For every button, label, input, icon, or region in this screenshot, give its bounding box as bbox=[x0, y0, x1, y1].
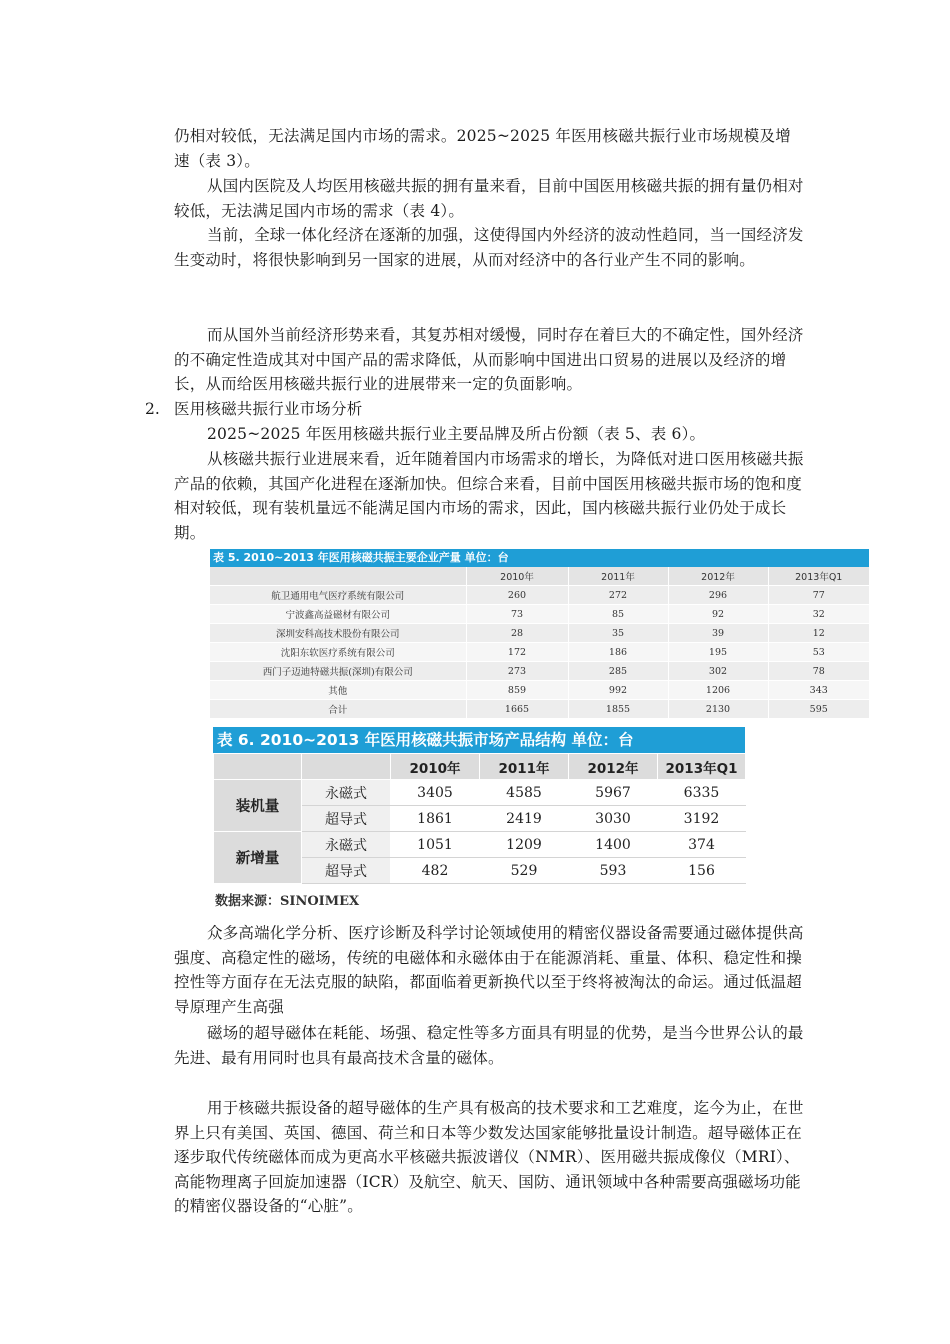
table-6-header-cell: 2011年 bbox=[480, 754, 569, 780]
table-row bbox=[210, 643, 869, 662]
table-row bbox=[214, 780, 746, 806]
table-5-title: 表 5. 2010~2013 年医用核磁共振主要企业产量 单位：台 bbox=[210, 549, 869, 567]
table-6-source: 数据来源：SINOIMEX bbox=[215, 894, 360, 909]
section-heading: 医用核磁共振行业市场分析 bbox=[174, 400, 363, 418]
table-cell: 343 bbox=[768, 681, 869, 700]
table-cell: 宁波鑫高益磁材有限公司 bbox=[210, 605, 466, 624]
table-cell: 32 bbox=[768, 605, 869, 624]
table-6-header-cell: 2013年Q1 bbox=[658, 754, 746, 780]
table-cell-type: 超导式 bbox=[302, 806, 391, 832]
table-6-header-cell: 2012年 bbox=[569, 754, 658, 780]
table-6-header-cell: 2010年 bbox=[391, 754, 480, 780]
table-cell: 3405 bbox=[391, 780, 480, 806]
table-group-label: 新增量 bbox=[214, 832, 302, 884]
table-cell: 1051 bbox=[391, 832, 480, 858]
table-cell: 西门子迈迪特磁共振(深圳)有限公司 bbox=[210, 662, 466, 681]
table-5-header-cell: 2012年 bbox=[668, 567, 768, 586]
table-cell: 195 bbox=[668, 643, 768, 662]
table-cell: 39 bbox=[668, 624, 768, 643]
table-5-grid bbox=[210, 567, 869, 719]
paragraph-precision-instruments: 众多高端化学分析、医疗诊断及科学讨论领域使用的精密仪器设备需要通过磁体提供高强度、高稳定性的磁场，传统的电磁体和永磁体由于在能源消耗、重量、体积、稳定性和操控性等方面存在无法克服的缺陷，都面临着更新换代以至于终将被淘汰的命运。通过低温超导原理产生高强 bbox=[174, 924, 804, 1016]
table-cell: 285 bbox=[568, 662, 668, 681]
paragraph-manufacturing: 用于核磁共振设备的超导磁体的生产具有极高的技术要求和工艺难度，迄今为止，在世界上只有美国、英国、德国、荷兰和日本等少数发达国家能够批量设计制造。超导磁体正在逐步取代传统磁体而成为更高水平核磁共振波谱仪（NMR）、医用磁共振成像仪（MRI）、高能物理离子回旋加速器（ICR）及航空、航天、国防、通讯领域中各种需要高强磁场功能的精密仪器设备的“心脏”。 bbox=[174, 1099, 804, 1215]
table-cell: 1855 bbox=[568, 700, 668, 719]
table-cell: 1209 bbox=[480, 832, 569, 858]
table-cell-type: 超导式 bbox=[302, 858, 391, 884]
table-row bbox=[210, 624, 869, 643]
table-cell: 53 bbox=[768, 643, 869, 662]
table-cell: 沈阳东软医疗系统有限公司 bbox=[210, 643, 466, 662]
table-cell: 28 bbox=[466, 624, 568, 643]
table-row bbox=[210, 700, 869, 719]
table-cell: 260 bbox=[466, 586, 568, 605]
table-cell: 3030 bbox=[569, 806, 658, 832]
table-5-header-cell: 2013年Q1 bbox=[768, 567, 869, 586]
table-row bbox=[210, 681, 869, 700]
table-cell: 374 bbox=[658, 832, 746, 858]
table-cell: 6335 bbox=[658, 780, 746, 806]
table-row bbox=[210, 605, 869, 624]
table-group-label: 装机量 bbox=[214, 780, 302, 832]
table-cell: 2130 bbox=[668, 700, 768, 719]
table-cell: 595 bbox=[768, 700, 869, 719]
table-5-header-row bbox=[210, 567, 869, 586]
table-cell: 77 bbox=[768, 586, 869, 605]
table-5 bbox=[210, 549, 869, 719]
table-cell: 92 bbox=[668, 605, 768, 624]
table-cell: 156 bbox=[658, 858, 746, 884]
table-cell: 1206 bbox=[668, 681, 768, 700]
table-row bbox=[214, 832, 746, 858]
table-cell: 85 bbox=[568, 605, 668, 624]
table-cell: 4585 bbox=[480, 780, 569, 806]
table-cell: 273 bbox=[466, 662, 568, 681]
table-cell: 3192 bbox=[658, 806, 746, 832]
table-cell: 172 bbox=[466, 643, 568, 662]
table-cell-type: 永磁式 bbox=[302, 780, 391, 806]
table-cell: 529 bbox=[480, 858, 569, 884]
table-cell: 859 bbox=[466, 681, 568, 700]
paragraph-ownership: 从国内医院及人均医用核磁共振的拥有量来看，目前中国医用核磁共振的拥有量仍相对较低，无法满足国内市场的需求（表 4）。 bbox=[174, 177, 804, 220]
table-6-header-row bbox=[214, 754, 746, 780]
table-6-header-cell bbox=[214, 754, 302, 780]
paragraph-global-economy: 当前，全球一体化经济在逐渐的加强，这使得国内外经济的波动性趋同，当一国经济发生变动时，将很快影响到另一国家的进展，从而对经济中的各行业产生不同的影响。 bbox=[174, 226, 804, 269]
paragraph-foreign-economy: 而从国外当前经济形势来看，其复苏相对缓慢，同时存在着巨大的不确定性，国外经济的不确定性造成其对中国产品的需求降低，从而影响中国进出口贸易的进展以及经济的增长，从而给医用核磁共振行业的进展带来一定的负面影响。 bbox=[174, 326, 804, 393]
table-cell: 其他 bbox=[210, 681, 466, 700]
table-cell: 593 bbox=[569, 858, 658, 884]
table-cell: 296 bbox=[668, 586, 768, 605]
table-cell-type: 永磁式 bbox=[302, 832, 391, 858]
table-5-header-cell: 2010年 bbox=[466, 567, 568, 586]
table-cell: 1861 bbox=[391, 806, 480, 832]
section-number: 2. bbox=[145, 400, 160, 418]
table-cell: 2419 bbox=[480, 806, 569, 832]
table-cell: 272 bbox=[568, 586, 668, 605]
table-row bbox=[210, 662, 869, 681]
table-6 bbox=[213, 727, 745, 909]
table-cell: 186 bbox=[568, 643, 668, 662]
table-cell: 1665 bbox=[466, 700, 568, 719]
table-row bbox=[210, 586, 869, 605]
table-5-header-cell: 2011年 bbox=[568, 567, 668, 586]
table-6-grid bbox=[213, 753, 746, 884]
table-cell: 992 bbox=[568, 681, 668, 700]
table-cell: 35 bbox=[568, 624, 668, 643]
table-cell: 航卫通用电气医疗系统有限公司 bbox=[210, 586, 466, 605]
table-5-header-cell bbox=[210, 567, 466, 586]
table-cell: 73 bbox=[466, 605, 568, 624]
table-cell: 302 bbox=[668, 662, 768, 681]
table-cell: 深圳安科高技术股份有限公司 bbox=[210, 624, 466, 643]
table-cell: 合计 bbox=[210, 700, 466, 719]
table-6-header-cell bbox=[302, 754, 391, 780]
table-cell: 12 bbox=[768, 624, 869, 643]
paragraph-superconducting-advantage: 磁场的超导磁体在耗能、场强、稳定性等多方面具有明显的优势，是当今世界公认的最先进、最有用同时也具有最高技术含量的磁体。 bbox=[174, 1024, 804, 1067]
paragraph-market-size: 仍相对较低，无法满足国内市场的需求。2025~2025 年医用核磁共振行业市场规模及增速（表 3）。 bbox=[174, 127, 791, 170]
paragraph-industry-progress: 从核磁共振行业进展来看，近年随着国内市场需求的增长，为降低对进口医用核磁共振产品的依赖，其国产化进程在逐渐加快。但综合来看，目前中国医用核磁共振市场的饱和度相对较低，现有装机量远不能满足国内市场的需求，因此，国内核磁共振行业仍处于成长期。 bbox=[174, 450, 804, 542]
table-cell: 1400 bbox=[569, 832, 658, 858]
table-cell: 482 bbox=[391, 858, 480, 884]
table-cell: 78 bbox=[768, 662, 869, 681]
paragraph-brands: 2025~2025 年医用核磁共振行业主要品牌及所占份额（表 5、表 6）。 bbox=[207, 425, 706, 443]
table-6-title: 表 6. 2010~2013 年医用核磁共振市场产品结构 单位：台 bbox=[213, 727, 745, 753]
table-cell: 5967 bbox=[569, 780, 658, 806]
